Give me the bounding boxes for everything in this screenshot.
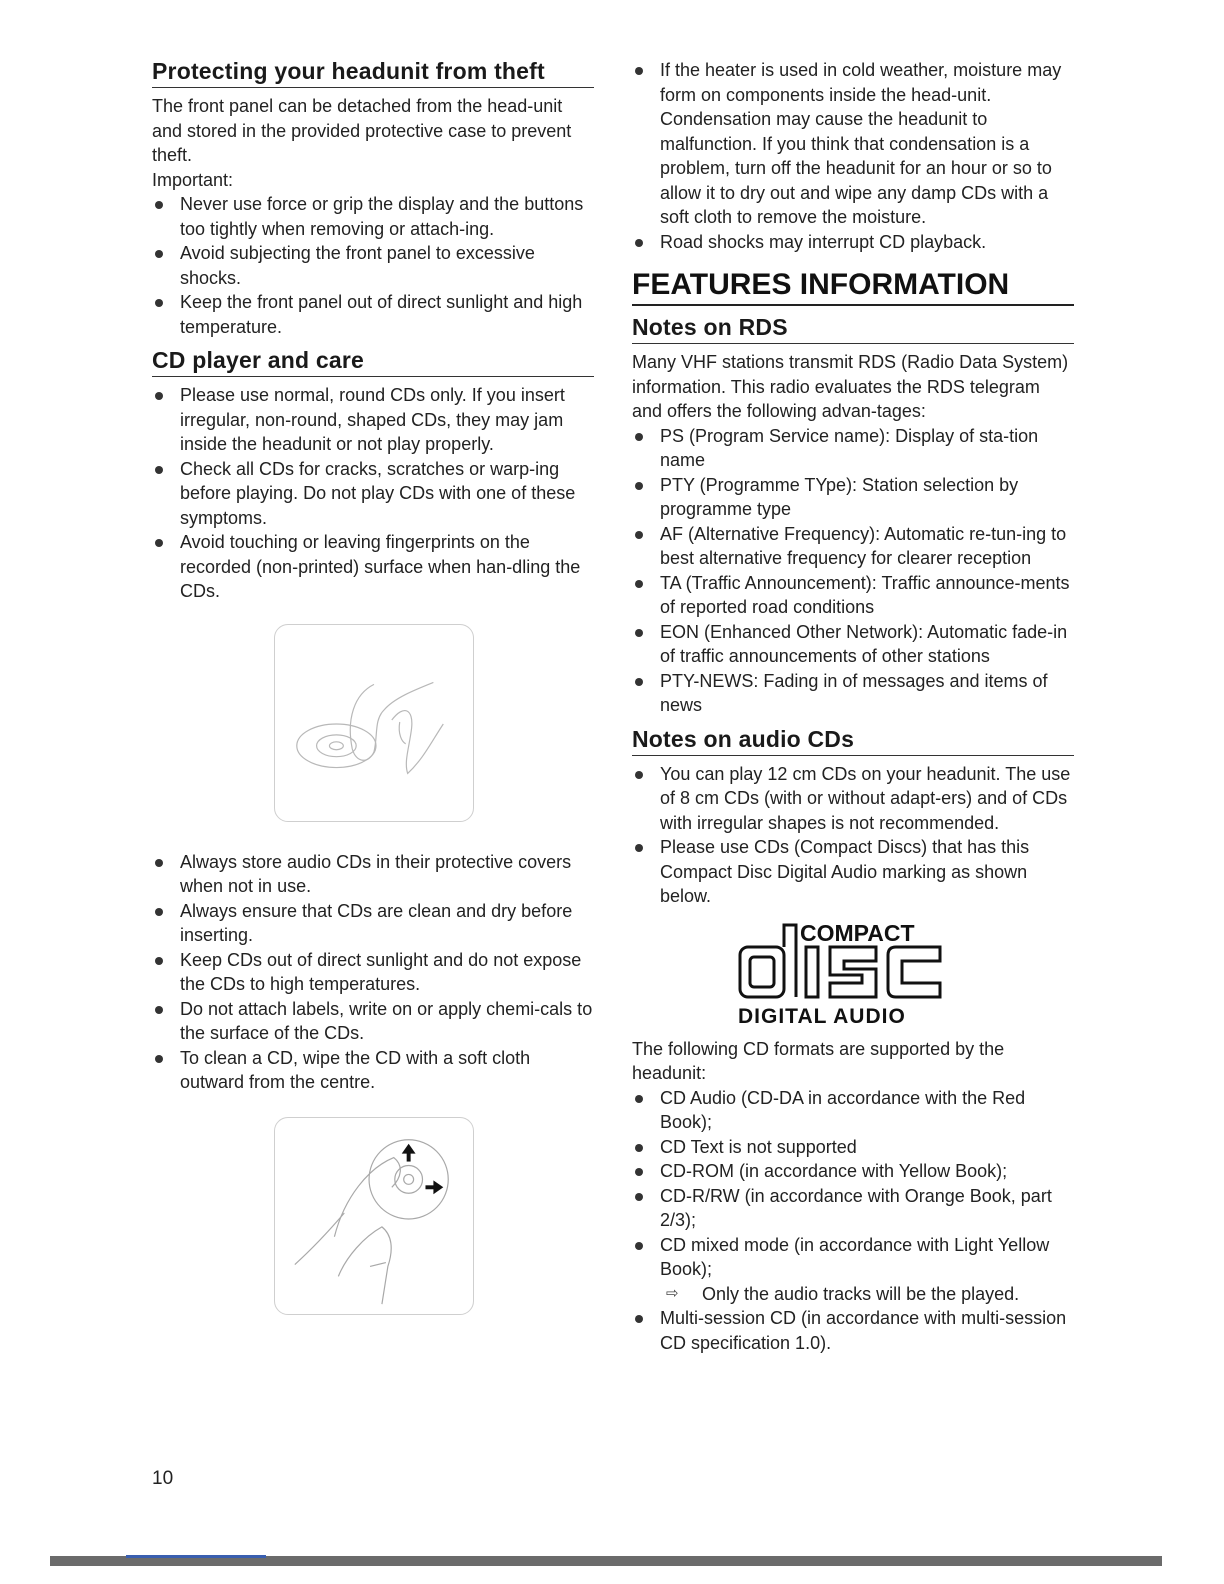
list-item-note xyxy=(632,1282,1074,1307)
rds-heading: Notes on RDS xyxy=(632,314,1074,344)
list-item: Avoid touching or leaving fingerprints on the recorded (non-printed) surface when han-dling the CDs. xyxy=(152,530,594,604)
list-item: PS (Program Service name): Display of sta-tion name xyxy=(632,424,1074,473)
cd-cleaning-illustration xyxy=(274,1117,474,1315)
list-item: Please use CDs (Compact Discs) that has this Compact Disc Digital Audio marking as shown below. xyxy=(632,835,1074,909)
list-item: CD Text is not supported xyxy=(632,1135,1074,1160)
left-column xyxy=(152,58,594,1343)
cd-storage-list xyxy=(152,850,594,1095)
list-item: CD Audio (CD-DA in accordance with the Red Book); xyxy=(632,1086,1074,1135)
list-item: Always ensure that CDs are clean and dry before inserting. xyxy=(152,899,594,948)
theft-list xyxy=(152,192,594,339)
list-item: Multi-session CD (in accordance with multi-session CD specification 1.0). xyxy=(632,1306,1074,1355)
audio-cd-list xyxy=(632,762,1074,909)
arrow-right-icon: ⇨ xyxy=(666,1284,679,1302)
list-item: PTY-NEWS: Fading in of messages and items of news xyxy=(632,669,1074,718)
cd-handling-illustration xyxy=(274,624,474,822)
list-item: CD mixed mode (in accordance with Light Yellow Book); xyxy=(632,1233,1074,1282)
features-heading: FEATURES INFORMATION xyxy=(632,268,1074,306)
scan-edge-accent xyxy=(126,1555,266,1558)
formats-list xyxy=(632,1086,1074,1356)
right-column xyxy=(632,58,1074,1355)
list-item: Avoid subjecting the front panel to excessive shocks. xyxy=(152,241,594,290)
list-item: EON (Enhanced Other Network): Automatic fade-in of traffic announcements of other stations xyxy=(632,620,1074,669)
compact-disc-logo xyxy=(736,917,946,1027)
important-label: Important: xyxy=(152,169,234,190)
rds-list xyxy=(632,424,1074,718)
cd-care-list xyxy=(152,383,594,604)
list-item: Do not attach labels, write on or apply chemi-cals to the surface of the CDs. xyxy=(152,997,594,1046)
theft-intro: The front panel can be detached from the head-unit and stored in the provided protective case to prevent theft. xyxy=(152,96,572,165)
rds-intro: Many VHF stations transmit RDS (Radio Data System) information. This radio evaluates the RDS telegram and offers the following advan-tages: xyxy=(632,352,1069,421)
logo-compact-text: COMPACT xyxy=(800,919,915,946)
list-item: Please use normal, round CDs only. If you insert irregular, non-round, shaped CDs, they may jam inside the headunit or not play properly. xyxy=(152,383,594,457)
formats-intro: The following CD formats are supported by the headunit: xyxy=(632,1038,1005,1083)
list-item: Never use force or grip the display and the buttons too tightly when removing or attach-ing. xyxy=(152,192,594,241)
logo-digital-audio-text: DIGITAL AUDIO xyxy=(738,1004,906,1027)
list-item: Keep CDs out of direct sunlight and do not expose the CDs to high temperatures. xyxy=(152,948,594,997)
cd-care-heading: CD player and care xyxy=(152,347,594,377)
note-text: Only the audio tracks will be the played. xyxy=(702,1283,1020,1304)
list-item: To clean a CD, wipe the CD with a soft cloth outward from the centre. xyxy=(152,1046,594,1095)
list-item: CD-R/RW (in accordance with Orange Book, part 2/3); xyxy=(632,1184,1074,1233)
list-item: If the heater is used in cold weather, moisture may form on components inside the head-unit. Condensation may cause the headunit to malfunction. If you think that condensation is a problem, turn off the headunit for an hour or so to allow it to dry out and wipe any damp CDs with a soft cloth to remove the moisture. xyxy=(632,58,1074,230)
list-item: PTY (Programme TYpe): Station selection by programme type xyxy=(632,473,1074,522)
condensation-list xyxy=(632,58,1074,254)
theft-heading: Protecting your headunit from theft xyxy=(152,58,594,88)
list-item: Road shocks may interrupt CD playback. xyxy=(632,230,1074,255)
audio-cd-heading: Notes on audio CDs xyxy=(632,726,1074,756)
list-item: AF (Alternative Frequency): Automatic re-tun-ing to best alternative frequency for clearer reception xyxy=(632,522,1074,571)
list-item: CD-ROM (in accordance with Yellow Book); xyxy=(632,1159,1074,1184)
list-item: TA (Traffic Announcement): Traffic announce-ments of reported road conditions xyxy=(632,571,1074,620)
list-item: You can play 12 cm CDs on your headunit. The use of 8 cm CDs (with or without adapt-ers) and of CDs with irregular shapes is not recommended. xyxy=(632,762,1074,836)
page-number: 10 xyxy=(152,1468,174,1489)
list-item: Keep the front panel out of direct sunlight and high temperature. xyxy=(152,290,594,339)
list-item: Always store audio CDs in their protective covers when not in use. xyxy=(152,850,594,899)
list-item: Check all CDs for cracks, scratches or warp-ing before playing. Do not play CDs with one of these symptoms. xyxy=(152,457,594,531)
